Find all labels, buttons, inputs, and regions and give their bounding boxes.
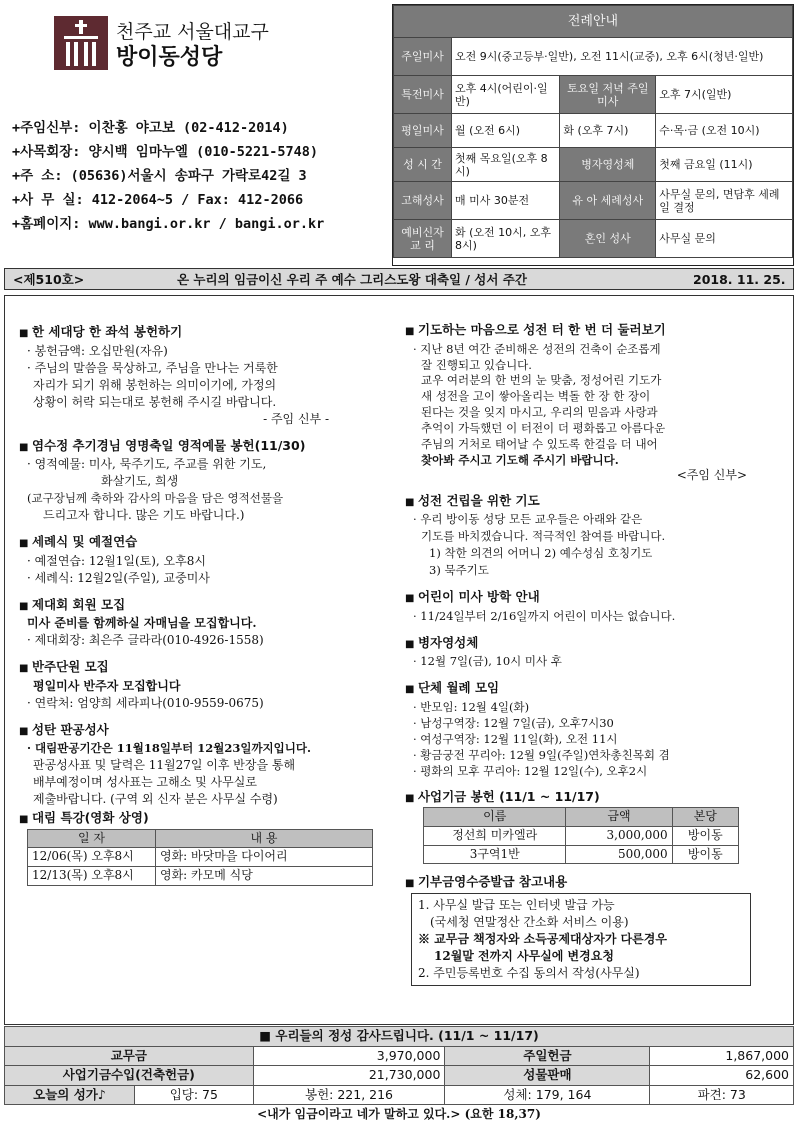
notice-line: 2. 주민등록번호 수집 동의서 작성(사무실)	[418, 965, 640, 980]
edition-bar	[4, 268, 794, 290]
notice-line: · 우리 방이동 성당 모든 교우들은 아래와 같은	[413, 512, 643, 526]
schedule-value: 첫째 목요일(오후 8시)	[452, 148, 560, 182]
table-cell: 방이동	[672, 845, 738, 864]
pastor-info: +주임신부: 이찬홍 야고보 (02-412-2014)	[12, 120, 289, 136]
schedule-label: 특전미사	[394, 76, 452, 114]
table-row	[28, 848, 373, 867]
notice-line: · 연락처: 엄양희 세라피나(010-9559-0675)	[27, 695, 264, 710]
schedule-value: 화 (오후 7시)	[560, 114, 656, 148]
notice-cardinal-feast	[19, 438, 389, 525]
schedule-value: 사무실 문의	[656, 220, 793, 258]
address-info: +주 소: (05636)서울시 송파구 가락로42길 3	[12, 168, 307, 184]
notice-line: 새 성전을 고이 쌓아올리는 벽돌 한 장 한 장이	[421, 388, 651, 403]
schedule-title: 전례안내	[394, 6, 793, 38]
notice-line: 판공성사표 및 달력은 11월27일 이후 반장을 통해	[33, 758, 296, 772]
table-cell: 3구역1반	[424, 845, 566, 864]
mass-schedule	[392, 4, 794, 266]
edition-theme: 온 누리의 임금이신 우리 주 예수 그리스도왕 대축일 / 성서 주간	[177, 272, 527, 287]
notice-line: 1) 착한 의견의 어머니 2) 예수성심 호칭기도	[429, 546, 653, 560]
notice-line: · 여성구역장: 12월 11일(화), 오전 11시	[413, 731, 618, 746]
hymn-communion: 성체: 179, 164	[445, 1085, 650, 1105]
notice-title: ■ 대림 특강(영화 상영)	[19, 810, 389, 827]
table-row	[424, 845, 739, 864]
notice-title: ■ 염수정 추기경님 영명축일 영적예물 봉헌(11/30)	[19, 438, 389, 455]
notice-line: 3) 묵주기도	[429, 563, 489, 577]
parish-info	[12, 116, 324, 236]
homepage-info: +홈페이지: www.bangi.or.kr / bangi.or.kr	[12, 216, 325, 232]
table-cell: 방이동	[672, 826, 738, 845]
schedule-value: 매 미사 30분전	[452, 182, 560, 220]
main-content	[4, 295, 794, 1025]
table-cell: 정선희 미카엘라	[424, 826, 566, 845]
left-column	[5, 296, 397, 896]
notice-line: 기도를 바치겠습니다. 적극적인 참여를 바랍니다.	[421, 529, 666, 543]
notice-line: · 예절연습: 12월1일(토), 오후8시	[27, 553, 206, 568]
summary-title: ■ 우리들의 정성 감사드립니다. (11/1 ~ 11/17)	[5, 1027, 794, 1047]
notice-line: · 제대회장: 최은주 글라라(010-4926-1558)	[27, 633, 264, 647]
church-building-icon	[54, 16, 108, 70]
table-header: 이름	[424, 808, 566, 827]
notice-line: · 반모임: 12월 4일(화)	[413, 699, 530, 714]
notice-line: · 지난 8년 여간 준비해온 성전의 건축이 순조롭게	[413, 341, 661, 356]
hymn-entrance: 입당: 75	[135, 1085, 254, 1105]
notice-line: · 12월 7일(금), 10시 미사 후	[413, 654, 562, 668]
notice-line: · 11/24일부터 2/16일까지 어린이 미사는 없습니다.	[413, 608, 676, 623]
office-info: +사 무 실: 412-2064~5 / Fax: 412-2066	[12, 192, 304, 208]
notice-christmas-confession	[19, 722, 389, 809]
notice-title: ■ 기부금영수증발급 참고내용	[405, 874, 787, 891]
notice-title: ■ 사업기금 봉헌 (11/1 ~ 11/17)	[405, 789, 787, 806]
receipt-box	[411, 893, 751, 986]
schedule-label: 고해성사	[394, 182, 452, 220]
notice-title: ■ 기도하는 마음으로 성전 터 한 번 더 둘러보기	[405, 322, 787, 339]
schedule-label: 병자영성체	[560, 148, 656, 182]
notice-line: (교구장님께 축하와 감사의 마음을 담은 영적선물을	[27, 491, 284, 505]
notice-altar-society	[19, 597, 389, 650]
hymn-label: 오늘의 성가♪	[5, 1085, 135, 1105]
notice-line: 잘 진행되고 있습니다.	[421, 357, 532, 372]
notice-prayer	[405, 493, 787, 580]
schedule-label: 유 아 세례성사	[560, 182, 656, 220]
notice-title: ■ 성탄 판공성사	[19, 722, 389, 739]
notice-line: · 남성구역장: 12월 7일(금), 오후7시30	[413, 715, 614, 730]
parish-name	[116, 20, 366, 72]
table-row	[424, 826, 739, 845]
notice-accompanist	[19, 659, 389, 712]
schedule-value: 오후 4시(어린이·일반)	[452, 76, 560, 114]
schedule-label: 평일미사	[394, 114, 452, 148]
schedule-value: 첫째 금요일 (11시)	[656, 148, 793, 182]
table-cell: 3,000,000	[566, 826, 672, 845]
notice-church-site	[405, 322, 787, 483]
notice-seat-offering	[19, 324, 389, 428]
hymn-offertory: 봉헌: 221, 216	[253, 1085, 445, 1105]
notice-kids-mass	[405, 589, 787, 625]
table-header: 내 용	[156, 829, 373, 848]
schedule-label: 성 시 간	[394, 148, 452, 182]
offering-summary	[4, 1026, 794, 1134]
notice-line: (국세청 연말정산 간소화 서비스 이용)	[430, 914, 629, 929]
summary-value: 62,600	[650, 1066, 794, 1086]
table-cell: 12/06(목) 오후8시	[28, 848, 156, 867]
notice-title: ■ 성전 건립을 위한 기도	[405, 493, 787, 510]
lecture-table	[27, 829, 373, 886]
notice-baptism	[19, 534, 389, 587]
notice-signature: <주임 신부>	[676, 467, 747, 482]
table-header: 금액	[566, 808, 672, 827]
fund-table	[423, 807, 739, 864]
schedule-value: 월 (오전 6시)	[452, 114, 560, 148]
notice-line: · 주님의 말씀을 묵상하고, 주님을 만나는 거룩한	[27, 360, 278, 375]
notice-line: · 세례식: 12월2일(주일), 교중미사	[27, 570, 210, 585]
notice-line: 드리고자 합니다. 많은 기도 바랍니다.)	[43, 508, 245, 522]
schedule-label: 주일미사	[394, 38, 452, 76]
schedule-value: 사무실 문의, 면담후 세례일 결정	[656, 182, 793, 220]
notice-tax-receipt	[405, 874, 787, 986]
schedule-value: 수·목·금 (오전 10시)	[656, 114, 793, 148]
right-column	[397, 296, 793, 996]
schedule-value: 오후 7시(일반)	[656, 76, 793, 114]
notice-line: · 영적예물: 미사, 묵주기도, 주교를 위한 기도,	[27, 457, 267, 471]
scripture-quote: <내가 임금이라고 네가 말하고 있다.> (요한 18,37)	[257, 1107, 541, 1121]
notice-line: 배부예정이며 성사표는 고해소 및 사무실로	[33, 775, 257, 789]
summary-label: 성물판매	[445, 1066, 650, 1086]
notice-line: 주님의 거처로 태어날 수 있도록 한걸음 더 내어	[421, 436, 658, 451]
notice-title: ■ 단체 월례 모임	[405, 680, 787, 697]
notice-building-fund	[405, 789, 787, 865]
parish-title: 방이동성당	[116, 45, 223, 70]
table-header: 본당	[672, 808, 738, 827]
summary-label: 교무금	[5, 1046, 254, 1066]
table-cell: 영화: 바닷마을 다이어리	[156, 848, 373, 867]
notice-title: ■ 어린이 미사 방학 안내	[405, 589, 787, 606]
header	[4, 4, 794, 266]
notice-line: ※ 교무금 책정자와 소득공제대상자가 다른경우	[418, 931, 667, 946]
schedule-value: 화 (오전 10시, 오후 8시)	[452, 220, 560, 258]
edition-date: 2018. 11. 25.	[693, 272, 786, 287]
notice-title: ■ 제대회 회원 모집	[19, 597, 389, 614]
notice-title: ■ 세례식 및 예절연습	[19, 534, 389, 551]
summary-value: 3,970,000	[253, 1046, 445, 1066]
notice-sick-communion	[405, 635, 787, 671]
notice-line: 1. 사무실 발급 또는 인터넷 발급 가능	[418, 897, 615, 912]
schedule-value: 오전 9시(중고등부·일반), 오전 11시(교중), 오후 6시(청년·일반)	[452, 38, 793, 76]
notice-line: 화살기도, 희생	[101, 474, 179, 488]
notice-line: · 봉헌금액: 오십만원(자유)	[27, 343, 168, 358]
notice-line: 추억이 가득했던 이 터전이 더 평화롭고 아름다운	[421, 420, 666, 435]
notice-line: 제출바랍니다. (구역 외 신자 분은 사무실 수령)	[33, 792, 278, 806]
summary-label: 사업기금수입(건축헌금)	[5, 1066, 254, 1086]
summary-label: 주일헌금	[445, 1046, 650, 1066]
notice-line: 교우 여러분의 한 번의 눈 맞춤, 정성어린 기도가	[421, 372, 662, 387]
notice-line: · 대림판공기간은 11월18일부터 12월23일까지입니다.	[27, 741, 311, 755]
edition-number: <제510호>	[13, 272, 85, 287]
notice-line: 미사 준비를 함께하실 자매님을 모집합니다.	[27, 616, 257, 630]
table-cell: 영화: 카모메 식당	[156, 867, 373, 886]
table-cell: 500,000	[566, 845, 672, 864]
notice-title: ■ 한 세대당 한 좌석 봉헌하기	[19, 324, 389, 341]
parish-diocese: 천주교 서울대교구	[116, 21, 269, 43]
summary-value: 1,867,000	[650, 1046, 794, 1066]
schedule-label: 혼인 성사	[560, 220, 656, 258]
summary-value: 21,730,000	[253, 1066, 445, 1086]
notice-line: 자리가 되기 위해 봉헌하는 의미이기에, 가정의	[33, 377, 277, 392]
notice-line: 평일미사 반주자 모집합니다	[33, 678, 181, 693]
notice-signature: - 주임 신부 -	[263, 411, 329, 426]
notice-title: ■ 병자영성체	[405, 635, 787, 652]
notice-line: · 황금궁전 꾸리아: 12월 9일(주일)연차총친목회 겸	[413, 747, 670, 762]
table-header: 일 자	[28, 829, 156, 848]
schedule-label: 예비신자 교 리	[394, 220, 452, 258]
notice-group-meetings	[405, 680, 787, 779]
hymn-dismissal: 파견: 73	[650, 1085, 794, 1105]
table-row	[28, 867, 373, 886]
notice-line: 찾아봐 주시고 기도해 주시기 바랍니다.	[421, 452, 619, 467]
notice-title: ■ 반주단원 모집	[19, 659, 389, 676]
notice-line: 12월말 전까지 사무실에 변경요청	[434, 948, 614, 963]
council-info: +사목회장: 양시백 임마누엘 (010-5221-5748)	[12, 144, 319, 160]
schedule-label: 토요일 저녁 주일 미사	[560, 76, 656, 114]
notice-advent-lecture	[19, 810, 389, 886]
notice-line: 된다는 것을 잊지 마시고, 우리의 믿음과 사랑과	[421, 404, 658, 419]
notice-line: · 평화의 모후 꾸리아: 12월 12일(수), 오후2시	[413, 763, 648, 778]
table-cell: 12/13(목) 오후8시	[28, 867, 156, 886]
notice-line: 상황이 허락 되는대로 봉헌해 주시길 바랍니다.	[33, 394, 277, 409]
